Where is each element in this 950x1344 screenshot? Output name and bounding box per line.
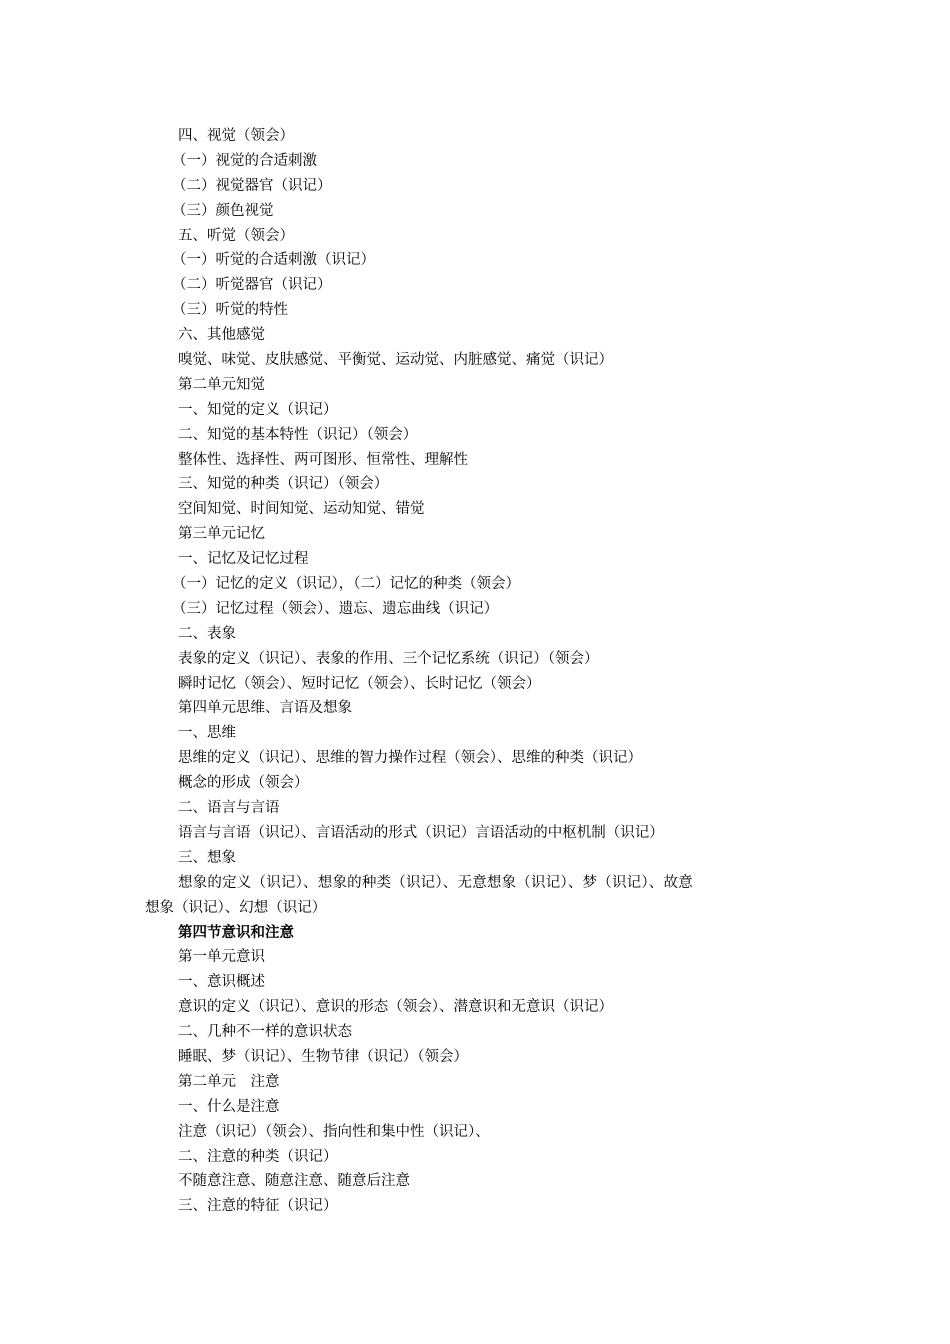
text-attention: 注意（识记）（领会）、指向性和集中性（识记）、 bbox=[178, 1123, 490, 1140]
item-imagery: 二、表象 bbox=[178, 625, 236, 642]
item-what-is-attention: 一、什么是注意 bbox=[178, 1098, 280, 1115]
subitem-vision-organ: （二）视觉器官（识记） bbox=[172, 177, 332, 194]
item-imagination: 三、想象 bbox=[178, 849, 236, 866]
item-thinking: 一、思维 bbox=[178, 725, 236, 742]
document-page bbox=[0, 124, 950, 1219]
item-attention-traits: 三、注意的特征（识记） bbox=[178, 1198, 338, 1215]
item-perception-types: 三、知觉的种类（识记）（领会） bbox=[178, 476, 389, 493]
subitem-hearing-organ: （二）听觉器官（识记） bbox=[172, 277, 332, 294]
text-imagination-part2: 想象（识记）、幻想（识记） bbox=[145, 899, 327, 916]
subitem-memory-forgetting: （三）记忆过程（领会）、遗忘、遗忘曲线（识记） bbox=[172, 600, 499, 617]
text-imagination-part1: 想象的定义（识记）、想象的种类（识记）、无意想象（识记）、梦（识记）、故意 bbox=[178, 874, 693, 891]
text-attention-types: 不随意注意、随意注意、随意后注意 bbox=[178, 1173, 410, 1190]
subitem-hearing-traits: （三）听觉的特性 bbox=[172, 302, 288, 319]
subitem-color-vision: （三）颜色视觉 bbox=[172, 202, 274, 219]
text-other-senses: 嗅觉、味觉、皮肤感觉、平衡觉、运动觉、内脏感觉、痛觉（识记） bbox=[178, 352, 613, 369]
heading-hearing: 五、听觉（领会） bbox=[178, 227, 294, 244]
unit-perception: 第二单元知觉 bbox=[178, 376, 265, 393]
subitem-hearing-stimulus: （一）听觉的合适刺激（识记） bbox=[172, 252, 375, 269]
text-consciousness-states: 睡眠、梦（识记）、生物节律（识记）（领会） bbox=[178, 1048, 468, 1065]
item-consciousness-overview: 一、意识概述 bbox=[178, 974, 265, 991]
item-perception-definition: 一、知觉的定义（识记） bbox=[178, 401, 338, 418]
subitem-vision-stimulus: （一）视觉的合适刺激 bbox=[172, 152, 317, 169]
heading-other-senses: 六、其他感觉 bbox=[178, 327, 265, 344]
item-memory-process: 一、记忆及记忆过程 bbox=[178, 551, 309, 568]
text-perception-traits: 整体性、选择性、两可图形、恒常性、理解性 bbox=[178, 451, 468, 468]
unit-consciousness: 第一单元意识 bbox=[178, 949, 265, 966]
text-memory-systems: 瞬时记忆（领会）、短时记忆（领会）、长时记忆（领会） bbox=[178, 675, 541, 692]
section-consciousness-attention: 第四节意识和注意 bbox=[178, 923, 294, 941]
heading-vision: 四、视觉（领会） bbox=[178, 128, 294, 144]
item-consciousness-states: 二、几种不一样的意识状态 bbox=[178, 1024, 352, 1041]
text-imagery: 表象的定义（识记）、表象的作用、三个记忆系统（识记）（领会） bbox=[178, 650, 599, 667]
text-perception-types: 空间知觉、时间知觉、运动知觉、错觉 bbox=[178, 501, 425, 518]
unit-attention: 第二单元 注意 bbox=[178, 1073, 280, 1090]
item-perception-traits: 二、知觉的基本特性（识记）（领会） bbox=[178, 426, 418, 443]
text-concept-formation: 概念的形成（领会） bbox=[178, 775, 309, 792]
text-language: 语言与言语（识记）、言语活动的形式（识记）言语活动的中枢机制（识记） bbox=[178, 824, 664, 841]
unit-memory: 第三单元记忆 bbox=[178, 526, 265, 543]
text-consciousness: 意识的定义（识记）、意识的形态（领会）、潜意识和无意识（识记） bbox=[178, 999, 613, 1016]
text-thinking: 思维的定义（识记）、思维的智力操作过程（领会）、思维的种类（识记） bbox=[178, 750, 642, 767]
unit-thinking: 第四单元思维、言语及想象 bbox=[178, 700, 352, 717]
item-attention-types: 二、注意的种类（识记） bbox=[178, 1148, 338, 1165]
item-language: 二、语言与言语 bbox=[178, 800, 280, 817]
subitem-memory-definition: （一）记忆的定义（识记），（二）记忆的种类（领会） bbox=[172, 576, 520, 593]
